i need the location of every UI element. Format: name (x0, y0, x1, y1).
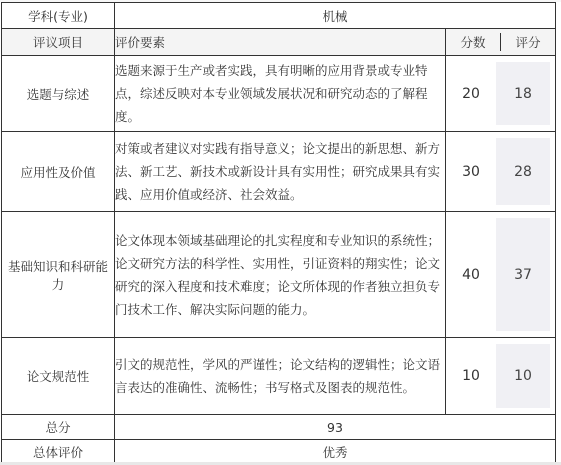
row-score-input[interactable]: 28 (496, 138, 550, 205)
row-points: 10 (462, 368, 480, 384)
row-item: 论文规范性 (2, 338, 115, 415)
total-label: 总分 (2, 415, 115, 440)
row-score-cell (446, 212, 556, 338)
row-score-cell (446, 56, 556, 132)
row-points: 40 (462, 266, 480, 283)
subject-row (2, 3, 556, 29)
row-score-input[interactable]: 37 (496, 218, 550, 331)
row-item: 基础知识和科研能力 (2, 212, 115, 338)
table-row (2, 212, 556, 338)
row-points: 30 (462, 163, 480, 180)
table-row (2, 56, 556, 132)
row-requirements: 引文的规范性，学风的严谨性；论文结构的逻辑性；论文语言表达的准确性、流畅性；书写格式及图表的规范性。 (115, 338, 446, 415)
row-score-cell (446, 132, 556, 212)
header-score-cell (446, 29, 556, 56)
subject-value: 机械 (115, 3, 556, 29)
row-score-cell (446, 338, 556, 415)
subject-label: 学科(专业) (2, 3, 115, 29)
evaluation-table (1, 2, 556, 464)
row-score-input[interactable]: 10 (496, 344, 550, 408)
overall-label: 总体评价 (2, 440, 115, 464)
overall-row (2, 440, 556, 464)
header-item: 评议项目 (2, 29, 115, 56)
header-requirements: 评价要素 (115, 29, 446, 56)
row-requirements: 对策或者建议对实践有指导意义；论文提出的新思想、新方法、新工艺、新技术或新设计具有实用性；研究成果具有实践、应用价值或经济、社会效益。 (115, 132, 446, 212)
total-row (2, 415, 556, 440)
row-requirements: 选题来源于生产或者实践，具有明晰的应用背景或专业特点，综述反映对本专业领域发展状况和研究动态的了解程度。 (115, 56, 446, 132)
row-points: 20 (462, 85, 480, 102)
row-item: 选题与综述 (2, 56, 115, 132)
table-row (2, 338, 556, 415)
overall-value: 优秀 (115, 440, 556, 464)
row-requirements: 论文体现本领域基础理论的扎实程度和专业知识的系统性；论文研究方法的科学性、实用性，引证资料的翔实性；论文研究的深入程度和技术难度；论文所体现的作者独立担负专门技术工作、解决实际问题的能力。 (115, 212, 446, 338)
row-item: 应用性及价值 (2, 132, 115, 212)
row-score-input[interactable]: 18 (496, 62, 550, 125)
table-row (2, 132, 556, 212)
header-points: 分数 (460, 35, 486, 50)
total-value: 93 (115, 415, 556, 440)
header-row (2, 29, 556, 56)
header-score: 评分 (500, 33, 555, 51)
